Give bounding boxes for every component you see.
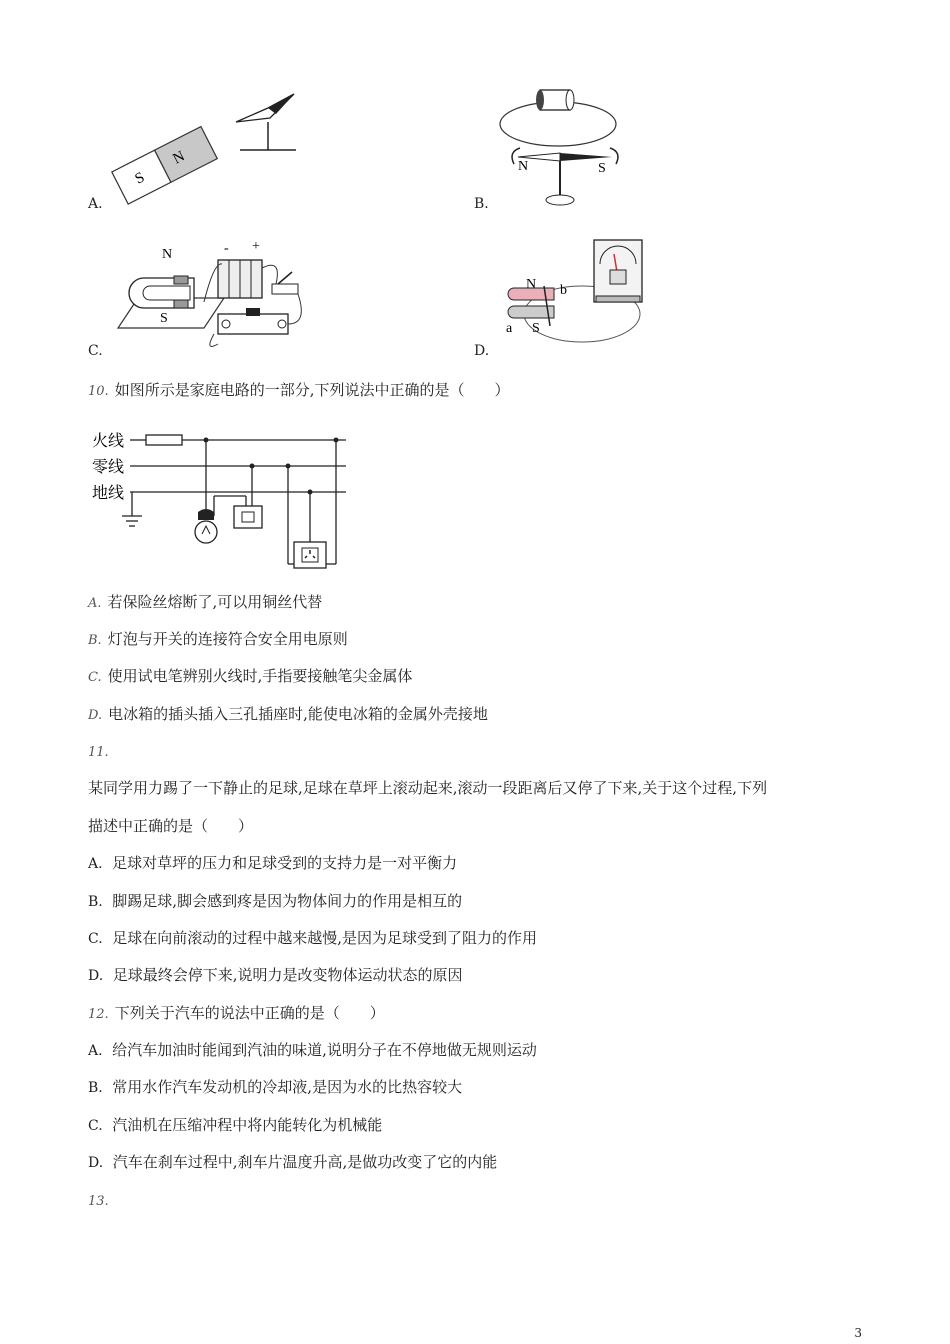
figure-a-s-label: S: [132, 169, 148, 188]
option-text: 常用水作汽车发动机的冷却液,是因为水的比热容较大: [112, 1078, 463, 1096]
q10-option-b: [88, 629, 348, 651]
ground-symbol-icon: [122, 516, 142, 526]
switch-icon: [234, 506, 262, 528]
figure-c-s-label: S: [160, 311, 168, 326]
live-wire-label: 火线: [92, 431, 125, 450]
option-text: 足球在向前滚动的过程中越来越慢,是因为足球受到了阻力的作用: [112, 929, 537, 947]
figure-d-b-label: b: [560, 283, 567, 298]
q12-option-d: [88, 1152, 497, 1173]
option-text: 汽车在刹车过程中,刹车片温度升高,是做功改变了它的内能: [112, 1153, 498, 1171]
q12-option-a: [88, 1040, 537, 1061]
q10-option-d: [88, 704, 488, 726]
q10-number: 10.: [88, 384, 109, 399]
q10-option-a: [88, 592, 322, 614]
q10-circuit-diagram: [88, 426, 358, 576]
q12-option-b: [88, 1077, 462, 1098]
option-text: 若保险丝熔断了,可以用铜丝代替: [107, 593, 323, 611]
option-text: 给汽车加油时能闻到汽油的味道,说明分子在不停地做无规则运动: [112, 1041, 537, 1059]
q10-stem: [88, 380, 509, 402]
fuse-icon: [146, 435, 182, 445]
page-number: 3: [854, 1326, 862, 1340]
figure-d-galvanometer-apparatus: [500, 236, 650, 351]
q13-number-text: 13.: [88, 1194, 109, 1209]
q11-option-d: [88, 965, 463, 986]
neutral-wire-label: 零线: [92, 457, 125, 476]
figure-b-n-label: N: [518, 159, 529, 174]
q12-stem: [88, 1003, 385, 1025]
option-text: 电冰箱的插头插入三孔插座时,能使电冰箱的金属外壳接地: [108, 705, 488, 723]
q11-option-a: [88, 853, 457, 874]
q11-number: [88, 741, 115, 763]
q13-number: [88, 1190, 115, 1212]
option-letter: C.: [88, 931, 103, 947]
option-letter: C.: [88, 1118, 103, 1134]
figure-c-motor-apparatus: [114, 238, 324, 353]
figure-d-n-label: N: [526, 277, 537, 292]
figure-b-s-label: S: [598, 161, 606, 176]
figure-d-label: D.: [474, 343, 490, 359]
figure-c-label: C.: [88, 343, 103, 359]
figure-a-magnet-pointer: [110, 88, 310, 208]
option-text: 使用试电笔辨别火线时,手指要接触笔尖金属体: [107, 667, 413, 685]
ground-wire-label: 地线: [92, 483, 125, 502]
option-text: 汽油机在压缩冲程中将内能转化为机械能: [112, 1116, 383, 1134]
option-letter: D.: [88, 1155, 104, 1171]
q11-number-text: 11.: [88, 745, 109, 760]
option-letter: B.: [88, 1080, 103, 1096]
option-text: 脚踢足球,脚会感到疼是因为物体间力的作用是相互的: [112, 892, 463, 910]
q10-option-c: [88, 666, 412, 688]
q11-option-b: [88, 891, 462, 912]
figure-a-label: A.: [88, 196, 103, 212]
figure-c-n-label: N: [162, 247, 173, 262]
option-text: 足球对草坪的压力和足球受到的支持力是一对平衡力: [112, 854, 458, 872]
q12-option-c: [88, 1115, 382, 1136]
option-letter: B.: [88, 633, 102, 648]
three-pin-socket-icon: [294, 542, 326, 568]
q11-stem-line1: 某同学用力踢了一下静止的足球,足球在草坪上滚动起来,滚动一段距离后又停了下来,关于这个过程,下列: [88, 779, 768, 797]
figure-d-a-label: a: [506, 321, 513, 336]
q12-stem-text: 下列关于汽车的说法中正确的是（ ）: [114, 1004, 385, 1022]
option-text: 灯泡与开关的连接符合安全用电原则: [107, 630, 348, 648]
figure-c-plus-label: +: [252, 239, 260, 254]
figure-b-label: B.: [474, 196, 489, 212]
figure-a-n-label: N: [170, 148, 188, 168]
q11-option-c: [88, 928, 537, 949]
option-text: 足球最终会停下来,说明力是改变物体运动状态的原因: [112, 966, 463, 984]
figure-d-s-label: S: [532, 321, 540, 336]
option-letter: A.: [88, 856, 103, 872]
option-letter: D.: [88, 968, 104, 984]
q11-stem-line2: 描述中正确的是（ ）: [88, 817, 254, 835]
option-letter: A.: [88, 1043, 103, 1059]
q10-stem-text: 如图所示是家庭电路的一部分,下列说法中正确的是（ ）: [114, 381, 510, 399]
q12-number: 12.: [88, 1007, 109, 1022]
figure-b-coil-needle: [500, 84, 640, 209]
option-letter: D.: [88, 708, 103, 723]
option-letter: C.: [88, 670, 102, 685]
option-letter: B.: [88, 894, 103, 910]
option-letter: A.: [88, 596, 102, 611]
figure-c-minus-label: -: [224, 241, 229, 256]
